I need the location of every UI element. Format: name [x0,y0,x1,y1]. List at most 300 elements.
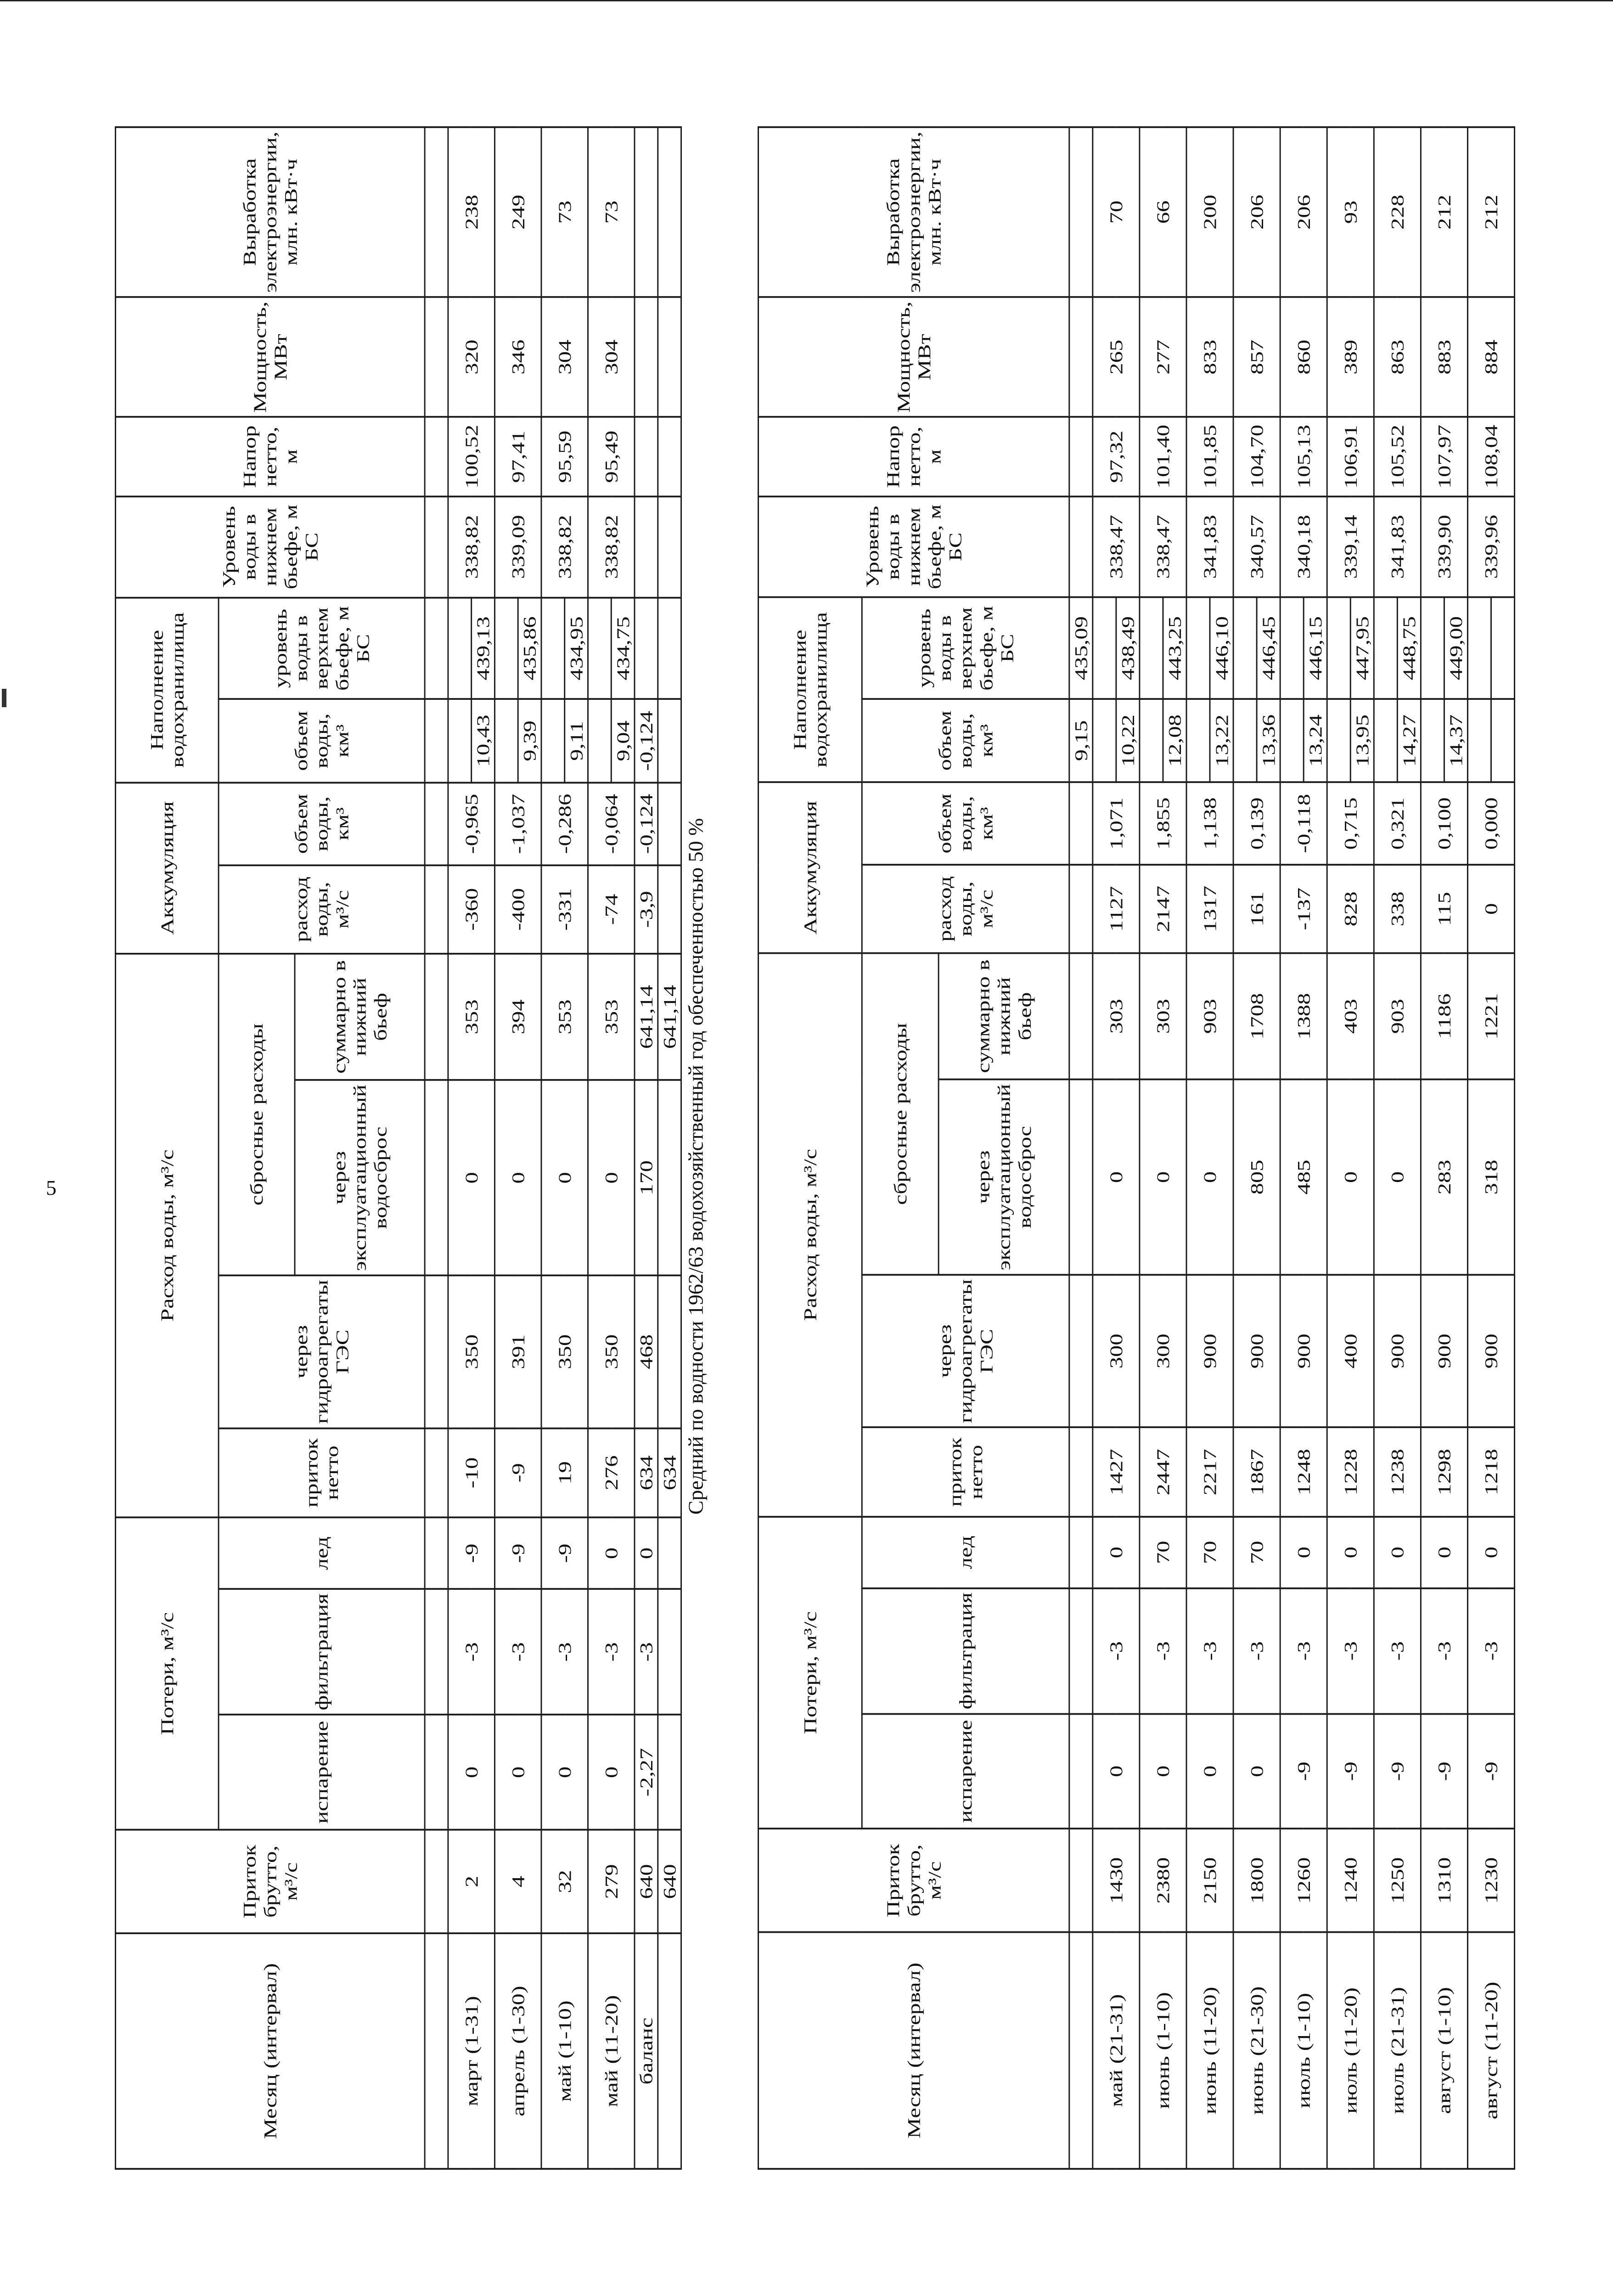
cell-net: 1248 [1280,1428,1327,1517]
header-power: Мощность, МВт [115,297,425,417]
cell-fill-level [1280,597,1304,699]
header-total-downstream: суммарно в нижний бьеф [939,953,1069,1080]
cell-balance-month: баланс [635,1933,658,2169]
cell-balance-extra-total: 641,14 [658,954,681,1080]
cell-net: 1427 [1093,1428,1140,1517]
header-row-1 [758,127,862,2169]
cell-spill [1069,1080,1093,1275]
cell-inflow: 2380 [1140,1829,1186,1932]
cell-balance-extra-evap [658,1715,681,1830]
header-energy: Выработка электроэнергии, млн. кВт·ч [758,127,1069,297]
cell-total: 403 [1327,953,1374,1080]
cell-energy: 206 [1233,127,1280,297]
cell-acc-flow: 2147 [1140,865,1186,953]
cell-units [1069,1275,1093,1428]
table1-grid [115,126,682,2170]
table-row [588,127,611,2169]
cell-units: 350 [448,1275,495,1428]
cell-head: 101,40 [1140,417,1186,496]
cell-energy: 228 [1374,127,1421,297]
cell-power: 320 [448,297,495,417]
cell-acc-vol [1069,782,1093,865]
cell-fill-vol [1093,699,1116,782]
cell-total: 1388 [1280,953,1327,1080]
cell-balance-evap: -2,27 [635,1715,658,1830]
cell-units: 400 [1327,1275,1374,1428]
header-acc-volume: объем воды, км³ [219,782,425,865]
cell-fill-vol [588,699,611,782]
cell-units [425,1275,448,1428]
cell-month: август (1-10) [1421,1932,1467,2169]
cell-spill: 318 [1467,1080,1514,1275]
cell-balance-extra-filt [658,1589,681,1715]
cell-month: июль (1-10) [1280,1932,1327,2169]
cell-ice: 0 [1374,1517,1421,1588]
cell-ice: -9 [448,1518,495,1589]
cell-balance-extra-power [658,297,681,417]
table-subtitle: Средний по водности 1962/63 водохозяйственный год обеспеченностью 50 % [684,818,708,1515]
cell-acc-vol: -0,286 [541,782,588,865]
cell-fill-vol [1467,699,1491,782]
cell-head: 105,52 [1374,417,1421,496]
cell-spill: 0 [448,1080,495,1275]
cell-balance-acc-vol: -0,124 [635,782,658,865]
cell-power: 833 [1186,297,1233,417]
cell-energy: 249 [495,127,541,297]
cell-balance-net: 634 [635,1428,658,1518]
cell-ice: 0 [1093,1517,1140,1588]
cell-acc-vol: -0,965 [448,782,495,865]
header-accumulation: Аккумуляция [758,782,862,953]
cell-down-level: 338,47 [1093,496,1140,597]
cell-evap: -9 [1374,1714,1421,1829]
cell-evap: -9 [1280,1714,1327,1829]
cell-acc-vol: 1,855 [1140,782,1186,865]
cell-units: 900 [1374,1275,1421,1428]
cell-fill-vol: 13,95 [1350,699,1374,782]
cell-inflow: 2 [448,1830,495,1933]
cell-filt: -3 [1140,1588,1186,1714]
cell-fill-level [1186,597,1210,699]
cell-fill-level: 435,86 [518,597,541,699]
cell-fill-vol [1186,699,1210,782]
header-inflow-gross: Приток брутто, м³/с [115,1830,425,1933]
cell-fill-level: 434,75 [611,597,635,699]
cell-spill: 0 [588,1080,635,1275]
header-month: Месяц (интервал) [758,1932,1069,2169]
table-1-wrapper [115,126,682,2170]
cell-head: 95,59 [541,417,588,496]
cell-filt: -3 [1280,1588,1327,1714]
cell-ice: 0 [1327,1517,1374,1588]
cell-fill-vol: 9,39 [518,699,541,782]
cell-total [425,954,448,1080]
table-row [495,127,518,2169]
cell-acc-flow: 1317 [1186,865,1233,953]
cell-units: 900 [1280,1275,1327,1428]
cell-month: июль (11-20) [1327,1932,1374,2169]
cell-down-level: 340,18 [1280,496,1327,597]
header-filtration: фильтрация [219,1589,425,1715]
header-spillway-group: сбросные расходы [219,954,295,1276]
cell-fill-level [1233,597,1257,699]
cell-acc-vol: 0,321 [1374,782,1421,865]
cell-energy [1069,127,1093,297]
cell-fill-vol: 10,22 [1116,699,1140,782]
table2-grid [758,126,1515,2170]
cell-total: 1186 [1421,953,1467,1080]
cell-filt: -3 [1421,1588,1467,1714]
cell-filt: -3 [495,1589,541,1715]
cell-acc-vol: 0,715 [1327,782,1374,865]
cell-energy: 206 [1280,127,1327,297]
cell-evap: -9 [1327,1714,1374,1829]
cell-fill-vol: 9,11 [565,699,588,782]
header-through-units: через гидроагрегаты ГЭС [219,1275,425,1428]
cell-evap: 0 [1093,1714,1140,1829]
cell-net: -10 [448,1428,495,1518]
cell-spill: 0 [1374,1080,1421,1275]
header-inflow-net: приток нетто [219,1428,425,1518]
cell-fill-level: 449,00 [1444,597,1467,699]
cell-balance-extra-month [658,1933,681,2169]
cell-down-level: 338,82 [588,496,635,597]
cell-acc-flow: -137 [1280,865,1327,953]
cell-units: 300 [1140,1275,1186,1428]
cell-spill: 805 [1233,1080,1280,1275]
header-total-downstream: суммарно в нижний бьеф [295,954,425,1080]
cell-down-level: 338,82 [541,496,588,597]
cell-evap: 0 [541,1715,588,1830]
cell-ice: 0 [1467,1517,1514,1588]
cell-balance-extra-units [658,1275,681,1428]
cell-net: 2217 [1186,1428,1233,1517]
cell-evap: 0 [1233,1714,1280,1829]
cell-net [1069,1428,1093,1517]
cell-fill-vol: 9,15 [1069,699,1093,782]
cell-fill-level: 443,25 [1163,597,1186,699]
cell-evap [425,1715,448,1830]
cell-total: 903 [1186,953,1233,1080]
cell-filt [1069,1588,1093,1714]
cell-acc-flow: 338 [1374,865,1421,953]
cell-balance-extra-energy [658,127,681,297]
cell-down-level: 341,83 [1374,496,1421,597]
cell-spill: 0 [1093,1080,1140,1275]
cell-acc-flow [1069,865,1093,953]
cell-balance-extra-net: 634 [658,1428,681,1518]
cell-head: 105,13 [1280,417,1327,496]
cell-energy: 66 [1140,127,1186,297]
cell-fill-level: 434,95 [565,597,588,699]
cell-total: 353 [448,954,495,1080]
cell-acc-vol: 0,100 [1421,782,1467,865]
cell-balance-extra-fill-level [658,597,681,699]
cell-units: 300 [1093,1275,1140,1428]
cell-total: 903 [1374,953,1421,1080]
table-row [1421,127,1444,2169]
cell-acc-flow: -360 [448,865,495,953]
table-row [425,127,448,2169]
cell-power: 860 [1280,297,1327,417]
cell-fill-vol: 14,27 [1397,699,1421,782]
cell-power: 857 [1233,297,1280,417]
cell-net: 1298 [1421,1428,1467,1517]
header-row-1 [115,127,219,2169]
cell-energy [425,127,448,297]
cell-filt: -3 [541,1589,588,1715]
header-month: Месяц (интервал) [115,1933,425,2169]
cell-acc-flow: -400 [495,865,541,953]
header-through-spillway: через эксплуатационный водосброс [295,1080,425,1275]
cell-acc-vol: 0,000 [1467,782,1514,865]
scan-top-edge [0,0,1613,1]
table-row [448,127,472,2169]
cell-filt: -3 [1327,1588,1374,1714]
cell-units: 350 [541,1275,588,1428]
cell-inflow: 32 [541,1830,588,1933]
cell-acc-flow: -331 [541,865,588,953]
cell-total: 303 [1140,953,1186,1080]
cell-acc-vol: -0,118 [1280,782,1327,865]
cell-ice: 0 [1280,1517,1327,1588]
cell-total: 1708 [1233,953,1280,1080]
cell-filt: -3 [1186,1588,1233,1714]
table-row [1374,127,1397,2169]
cell-fill-level [1467,597,1491,699]
cell-inflow [425,1830,448,1933]
cell-balance-head [635,417,658,496]
cell-fill-vol [541,699,565,782]
cell-fill-level [588,597,611,699]
header-filling: Наполнение водохранилища [758,597,862,782]
scan-edge-mark [2,689,6,707]
cell-fill-level [1140,597,1163,699]
cell-down-level: 338,82 [448,496,495,597]
header-accumulation: Аккумуляция [115,782,219,953]
cell-head: 106,91 [1327,417,1374,496]
cell-balance-extra-down-level [658,496,681,597]
cell-down-level [1069,496,1093,597]
cell-head: 97,32 [1093,417,1140,496]
header-head: Напор нетто, м [115,417,425,496]
cell-fill-level [1093,597,1116,699]
cell-spill: 0 [1186,1080,1233,1275]
header-through-spillway: через эксплуатационный водосброс [939,1080,1069,1275]
cell-balance-extra-acc-flow [658,865,681,953]
header-acc-volume: объем воды, км³ [862,782,1069,865]
cell-inflow: 1260 [1280,1829,1327,1932]
cell-fill-vol: 14,37 [1444,699,1467,782]
cell-month: июль (21-31) [1374,1932,1421,2169]
cell-evap: 0 [1186,1714,1233,1829]
cell-power: 389 [1327,297,1374,417]
cell-ice: 0 [1421,1517,1467,1588]
cell-month: июнь (11-20) [1186,1932,1233,2169]
cell-acc-vol: -1,037 [495,782,541,865]
cell-balance-fill-vol: -0,124 [635,699,658,782]
cell-inflow: 1310 [1421,1829,1467,1932]
header-upstream-level: уровень воды в верхнем бьефе, м БС [219,597,425,699]
cell-net: 1867 [1233,1428,1280,1517]
cell-units: 900 [1467,1275,1514,1428]
cell-energy: 73 [588,127,635,297]
cell-balance-extra-inflow: 640 [658,1830,681,1933]
cell-balance-down-level [635,496,658,597]
cell-spill: 485 [1280,1080,1327,1275]
cell-inflow: 1800 [1233,1829,1280,1932]
cell-down-level: 339,90 [1421,496,1467,597]
header-power: Мощность, МВт [758,297,1069,417]
cell-ice: 70 [1140,1517,1186,1588]
cell-filt: -3 [448,1589,495,1715]
cell-ice: -9 [495,1518,541,1589]
table-row [1093,127,1116,2169]
cell-units: 900 [1233,1275,1280,1428]
cell-month [1069,1932,1093,2169]
cell-inflow: 2150 [1186,1829,1233,1932]
cell-acc-flow: 1127 [1093,865,1140,953]
cell-fill-level [1421,597,1444,699]
cell-balance-inflow: 640 [635,1830,658,1933]
cell-balance-filt: -3 [635,1589,658,1715]
cell-spill: 283 [1421,1080,1467,1275]
cell-down-level: 339,09 [495,496,541,597]
header-evaporation: испарение [219,1715,425,1830]
table-row [541,127,565,2169]
cell-fill-vol: 12,08 [1163,699,1186,782]
cell-month: март (1-31) [448,1933,495,2169]
cell-energy: 212 [1467,127,1514,297]
cell-power: 883 [1421,297,1467,417]
cell-net: 2447 [1140,1428,1186,1517]
cell-fill-vol [1327,699,1350,782]
cell-inflow [1069,1829,1093,1932]
table-row [1467,127,1491,2169]
cell-month: июнь (1-10) [1140,1932,1186,2169]
cell-net: 1218 [1467,1428,1514,1517]
cell-acc-flow: 0 [1467,865,1514,953]
cell-balance-spill: 170 [635,1080,658,1275]
cell-balance-fill-level [635,597,658,699]
cell-filt: -3 [1093,1588,1140,1714]
header-losses: Потери, м³/с [115,1518,219,1830]
cell-energy: 200 [1186,127,1233,297]
cell-evap: -9 [1467,1714,1514,1829]
cell-power: 346 [495,297,541,417]
cell-evap: -9 [1421,1714,1467,1829]
cell-month: май (1-10) [541,1933,588,2169]
cell-inflow: 1250 [1374,1829,1421,1932]
cell-ice [1069,1517,1093,1588]
cell-balance-extra-head [658,417,681,496]
cell-spill [425,1080,448,1275]
cell-filt: -3 [588,1589,635,1715]
header-water-flow: Расход воды, м³/с [115,954,219,1518]
header-ice: лед [219,1518,425,1589]
cell-fill-level [1374,597,1397,699]
cell-fill-vol [495,699,518,782]
cell-fill-level [495,597,518,699]
cell-acc-flow [425,865,448,953]
cell-power: 304 [588,297,635,417]
cell-acc-flow: 115 [1421,865,1467,953]
cell-balance-ice: 0 [635,1518,658,1589]
cell-fill-vol: 9,04 [611,699,635,782]
cell-fill-vol [425,699,448,782]
cell-energy: 70 [1093,127,1140,297]
cell-acc-flow: 161 [1233,865,1280,953]
cell-energy: 73 [541,127,588,297]
cell-energy: 238 [448,127,495,297]
cell-month [425,1933,448,2169]
header-inflow-net: приток нетто [862,1428,1069,1517]
table-row [1069,127,1093,2169]
cell-net: 1228 [1327,1428,1374,1517]
cell-fill-level: 448,75 [1397,597,1421,699]
cell-down-level: 339,96 [1467,496,1514,597]
header-energy: Выработка электроэнергии, млн. кВт·ч [115,127,425,297]
cell-power [1069,297,1093,417]
cell-fill-vol [1374,699,1397,782]
cell-fill-level: 447,95 [1350,597,1374,699]
cell-fill-vol: 13,24 [1304,699,1327,782]
cell-fill-level [448,597,472,699]
cell-fill-level: 439,13 [472,597,495,699]
cell-balance-energy [635,127,658,297]
cell-fill-level [425,597,448,699]
cell-evap: 0 [448,1715,495,1830]
cell-total: 1221 [1467,953,1514,1080]
cell-power: 277 [1140,297,1186,417]
table-row [1186,127,1210,2169]
table-row [1280,127,1304,2169]
cell-total: 353 [588,954,635,1080]
cell-head [1069,417,1093,496]
cell-acc-flow: -74 [588,865,635,953]
table-row [1140,127,1163,2169]
header-filtration: фильтрация [862,1588,1069,1714]
cell-month: август (11-20) [1467,1932,1514,2169]
cell-filt: -3 [1467,1588,1514,1714]
header-upstream-level: уровень воды в верхнем бьефе, м БС [862,597,1069,699]
header-inflow-gross: Приток брутто, м³/с [758,1829,1069,1932]
cell-head [425,417,448,496]
cell-acc-vol [425,782,448,865]
cell-head: 101,85 [1186,417,1233,496]
cell-units: 350 [588,1275,635,1428]
cell-balance-total: 641,14 [635,954,658,1080]
cell-evap: 0 [1140,1714,1186,1829]
cell-spill: 0 [541,1080,588,1275]
cell-spill: 0 [1140,1080,1186,1275]
cell-month: апрель (1-30) [495,1933,541,2169]
cell-head: 97,41 [495,417,541,496]
cell-month: май (21-31) [1093,1932,1140,2169]
cell-fill-vol [1280,699,1304,782]
cell-net [425,1428,448,1518]
cell-balance-extra-spill [658,1080,681,1275]
header-acc-flow: расход воды, м³/с [219,865,425,953]
header-fill-volume: объем воды, км³ [219,699,425,782]
cell-total: 353 [541,954,588,1080]
cell-filt [425,1589,448,1715]
cell-inflow: 279 [588,1830,635,1933]
page-number: 5 [46,1176,56,1199]
cell-down-level: 341,83 [1186,496,1233,597]
cell-units: 900 [1186,1275,1233,1428]
cell-down-level [425,496,448,597]
